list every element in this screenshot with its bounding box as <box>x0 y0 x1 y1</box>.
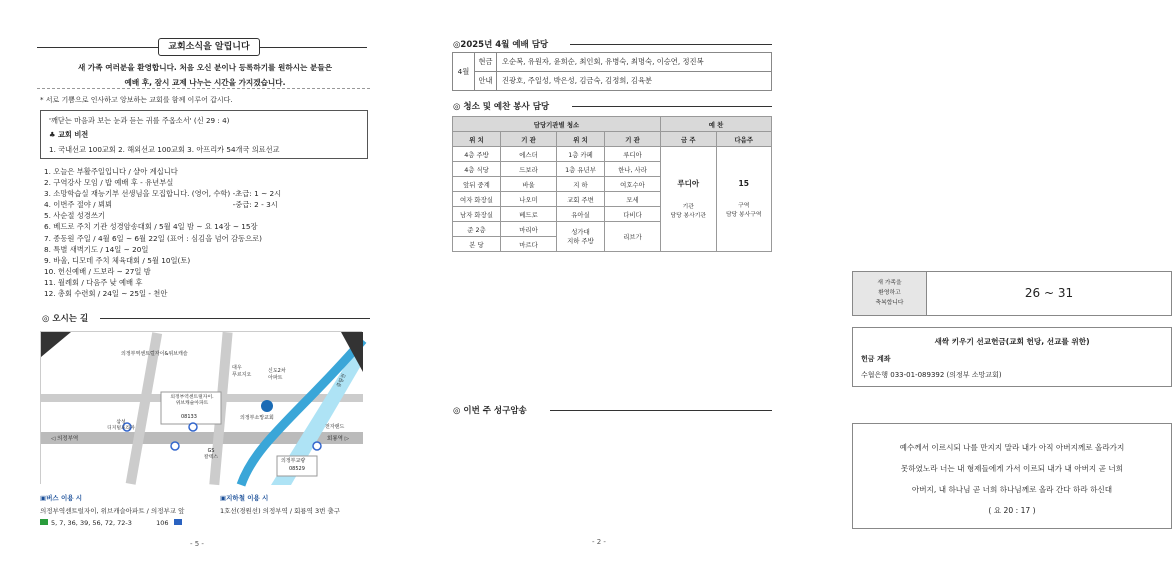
worship-role: 안내 <box>475 72 497 91</box>
news-item: 3. 소망학습실 재능기부 선생님을 모집합니다. (영어, 수학) -초급: 1 ~ 2시 <box>44 189 282 199</box>
subway-title: ▣지하철 이용 시 <box>220 494 269 502</box>
bus-stop-icon <box>313 442 321 450</box>
news-item: 9. 바울, 디모데 주치 체육대회 / 5월 10일(토) <box>44 255 191 265</box>
worship-month: 4월 <box>453 53 475 91</box>
worship-title: ◎2025년 4월 예배 담당 <box>453 40 549 50</box>
meal-next-sub: 구역 담당 봉사구역 <box>726 202 762 218</box>
memory-verse-line: 못하였노라 너는 내 형제들에게 가서 이르되 내가 내 아버지 곧 너희 <box>900 464 1124 473</box>
worship-role: 현금 <box>475 53 497 72</box>
news-item: 6. 베드로 주치 기관 성경암송대회 / 5월 4일 밤 ~ 요 14장 ~ 15장 <box>44 222 258 232</box>
news-item: 5. 사순절 성경쓰기 <box>44 211 105 221</box>
map <box>40 331 362 484</box>
vol-cell: 1층 유년부 <box>557 162 605 177</box>
memory-verse-line: 예수께서 이르시되 나를 만지지 말라 내가 아직 아버지께로 올라가지 <box>899 443 1125 452</box>
meal-this-sub: 기관 담당 봉사기관 <box>670 203 706 219</box>
vol-cell: 모세 <box>605 192 661 207</box>
vol-col-header: 기 관 <box>605 132 661 147</box>
news-item: 8. 특별 새벽기도 / 14일 ~ 20일 <box>44 244 149 254</box>
directions-title: ◎ 오시는 길 <box>42 314 89 324</box>
vol-cell: 앞뒤 중계 <box>453 177 501 192</box>
map-label: 의정부교량 <box>281 458 306 464</box>
meal-this-week <box>661 147 717 252</box>
vol-group-header: 담당기관별 청소 <box>453 117 661 132</box>
welcome-label: 새 가족을 환영하고 축복합니다 <box>853 272 927 315</box>
map-label: 의정부소망교회 <box>240 415 274 421</box>
vol-col-header: 금 주 <box>661 132 717 147</box>
vol-cell: 여호수아 <box>605 177 661 192</box>
news-item: 7. 종동원 주일 / 4월 6일 ~ 6월 22일 (표어 : 심김을 넘어 감동으로) <box>44 233 263 243</box>
section-line <box>550 410 772 411</box>
news-item: 4. 이번주 절야 / 뵈뵈 -중급: 2 - 3시 <box>44 200 278 210</box>
meal-next-week <box>716 147 772 252</box>
news-item: 1. 오늘은 부활주일입니다 / 샬아 계십니다 <box>44 167 178 176</box>
bus-extra: 106 <box>156 519 169 527</box>
meal-this-name: 루디아 <box>677 178 700 188</box>
map-graphic <box>41 332 363 485</box>
welcome-text <box>40 60 370 90</box>
map-label: GS 칼텍스 <box>204 449 218 460</box>
bus-icon <box>40 519 48 525</box>
welcome-line: 새 가족 여러분을 환영합니다. 처음 오신 분이나 등록하기를 원하시는 분들은 <box>77 63 333 72</box>
map-label: 의정부역센트럴자이&위브캐슬 <box>121 351 188 357</box>
bus-title: ▣버스 이용 시 <box>40 494 83 502</box>
vol-cell: 다비다 <box>605 207 661 222</box>
map-label: 전자랜드 <box>325 424 345 430</box>
offering-box <box>852 327 1172 387</box>
vol-col-header: 기 관 <box>501 132 557 147</box>
memory-verse-ref: ( 요 20 : 17 ) <box>988 506 1036 515</box>
section-line <box>572 106 772 107</box>
vol-cell: 1층 카페 <box>557 147 605 162</box>
memory-verse-title: ◎ 이번 주 성구암송 <box>453 406 527 416</box>
volunteer-table <box>452 116 772 252</box>
left-page <box>0 0 400 566</box>
map-label: ◁ 의정부역 <box>51 436 79 442</box>
bus-icon <box>174 519 182 525</box>
section-line <box>100 318 370 319</box>
worship-names: 진광호, 주일성, 박은성, 김금숙, 김정희, 김육분 <box>497 72 772 91</box>
bus-routes <box>40 519 182 527</box>
vision-label: ♣ 교회 비전 <box>49 130 89 139</box>
vol-cell: 바울 <box>501 177 557 192</box>
map-label: 08133 <box>181 414 197 420</box>
greeting-text: * 서로 기쁨으로 인사하고 앙보하는 교회를 함께 이루어 갑시다. <box>40 96 233 104</box>
vol-cell: 유아실 <box>557 207 605 222</box>
page-number: - 2 - <box>592 538 606 546</box>
map-label: 삼성 디지털프라자 <box>107 420 135 431</box>
offering-account-label: 헌금 계좌 <box>861 355 891 363</box>
vol-cell: 준 2층 <box>453 222 501 237</box>
vol-cell: 루디아 <box>605 147 661 162</box>
vol-cell: 남자 화장실 <box>453 207 501 222</box>
news-list <box>44 166 374 299</box>
church-icon <box>261 400 273 412</box>
news-item: 2. 구역강사 모임 / 밥 예배 후 - 유년부실 <box>44 178 174 188</box>
page-number: - 5 - <box>190 540 204 548</box>
vol-cell: 지 하 <box>557 177 605 192</box>
vol-cell: 여자 화장실 <box>453 192 501 207</box>
vol-cell: 성가대 지하 주방 <box>557 222 605 252</box>
divider <box>37 88 370 89</box>
bus-stop-icon <box>189 423 197 431</box>
vol-cell: 리브가 <box>605 222 661 252</box>
bus-stop-icon <box>171 442 179 450</box>
map-label: 08529 <box>289 466 305 472</box>
vol-cell: 4층 주방 <box>453 147 501 162</box>
vol-cell: 나오미 <box>501 192 557 207</box>
bus-routes-text: 5, 7, 36, 39, 56, 72, 72-3 <box>51 519 132 527</box>
vol-cell: 교회 주변 <box>557 192 605 207</box>
map-label: 중랑천 <box>335 372 348 389</box>
section-line <box>570 44 772 45</box>
vol-group-header: 예 찬 <box>661 117 772 132</box>
meal-next-name: 15 <box>738 178 749 188</box>
verse-box <box>40 110 368 159</box>
offering-account: 수협은행 033-01-089392 (의정부 소망교회) <box>861 371 1002 379</box>
verse-text: '깨닫는 마음과 보는 눈과 듣는 귀를 주옵소서' (신 29 : 4) <box>49 116 230 125</box>
worship-names: 오순복, 유원자, 윤희순, 최인회, 유병숙, 최명숙, 이승연, 정진복 <box>497 53 772 72</box>
worship-table <box>452 52 772 91</box>
news-item: 11. 월례회 / 다음주 낮 예배 후 <box>44 277 143 287</box>
vol-cell: 마르다 <box>501 237 557 252</box>
vision-text: 1. 국내선교 100교회 2. 해외선교 100교회 3. 아프리카 54개국 의료선교 <box>49 145 280 154</box>
map-label: 회룡역 ▷ <box>327 436 349 442</box>
vol-cell: 에스더 <box>501 147 557 162</box>
map-label: 신도2차 아파트 <box>268 368 286 381</box>
map-label: 대우 푸르지오 <box>232 365 252 378</box>
vol-cell: 베드로 <box>501 207 557 222</box>
news-item: 12. 총회 수련회 / 24일 ~ 25일 - 천안 <box>44 289 168 299</box>
vol-cell: 한나, 사라 <box>605 162 661 177</box>
vol-col-header: 위 치 <box>453 132 501 147</box>
subway-desc: 1호선(경원선) 의정부역 / 회룡역 3번 출구 <box>220 507 341 515</box>
volunteer-title: ◎ 청소 및 예찬 봉사 담당 <box>453 102 550 112</box>
bus-desc: 의정부역센트럴자이, 위브캐슬아파트 / 의정부교 앞 <box>40 507 185 515</box>
memory-verse-text <box>853 437 1171 521</box>
offering-title: 새싹 키우기 선교헌금(교회 헌당, 선교를 위한) <box>934 337 1090 346</box>
vol-cell: 마리아 <box>501 222 557 237</box>
notice-title: 교회소식을 알립니다 <box>158 38 260 56</box>
welcome-range: 26 ~ 31 <box>1024 286 1074 300</box>
welcome-box <box>852 271 1172 316</box>
vol-col-header: 다음주 <box>716 132 772 147</box>
welcome-line: 예배 후, 잠시 교제 나누는 시간을 가지겠습니다. <box>124 78 286 87</box>
vol-col-header: 위 치 <box>557 132 605 147</box>
news-item: 10. 헌신예배 / 드보라 ~ 27일 밤 <box>44 266 151 276</box>
right-page <box>400 0 1125 566</box>
vol-cell: 본 당 <box>453 237 501 252</box>
vol-cell: 드보라 <box>501 162 557 177</box>
vol-cell: 4층 식당 <box>453 162 501 177</box>
memory-verse-line: 아버지, 내 하나님 곧 너희 하나님께로 올라 간다 하라 하신대 <box>911 485 1113 494</box>
memory-verse-box <box>852 423 1172 529</box>
map-label: 의정부역센트럴자이. 위브캐슬아파트 <box>170 395 214 406</box>
